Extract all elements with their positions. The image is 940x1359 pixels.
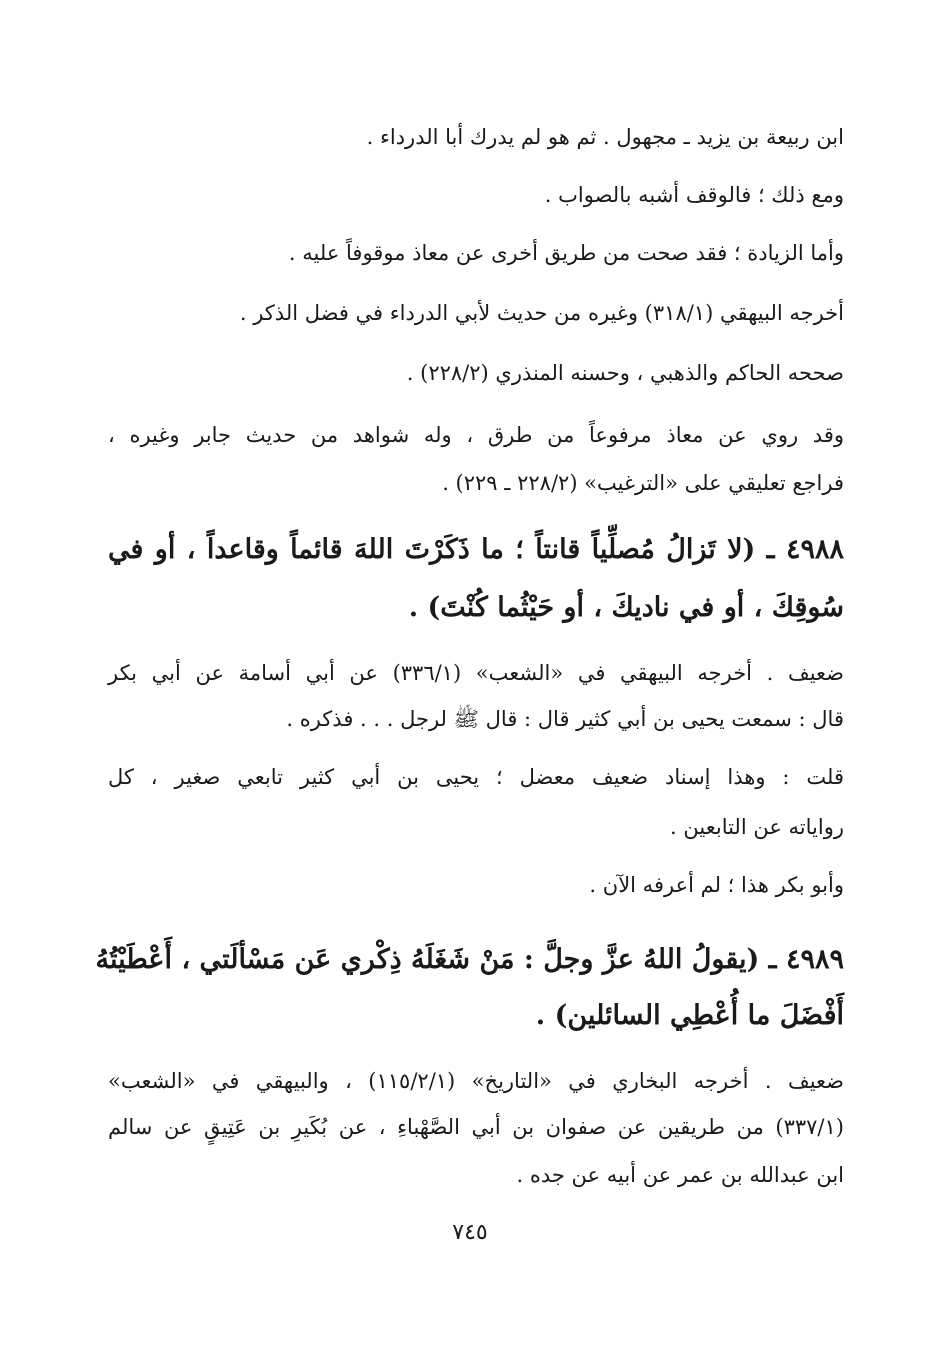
- text-line: ضعيف . أخرجه البيهقي في «الشعب» (٣٣٦/١) عن أبي أسامة عن أبي بكر: [108, 661, 844, 685]
- text-line: رواياته عن التابعين .: [670, 815, 844, 839]
- text-line: وأما الزيادة ؛ فقد صحت من طريق أخرى عن معاذ موقوفاً عليه .: [288, 241, 844, 265]
- text-line: قلت : وهذا إسناد ضعيف معضل ؛ يحيى بن أبي كثير تابعي صغير ، كل: [108, 765, 844, 789]
- hadith-4989-line: أَفْضَلَ ما أُعْطِي السائلين) .: [535, 1000, 844, 1031]
- text-line: فراجع تعليقي على «الترغيب» (٢٢٨/٢ ـ ٢٢٩) .: [442, 471, 844, 495]
- text-line: قال : سمعت يحيى بن أبي كثير قال : قال ﷺ لرجل . . . فذكره .: [286, 707, 844, 731]
- hadith-4989-line: ٤٩٨٩ ـ (يقولُ اللهُ عزَّ وجلَّ : مَنْ شَغَلَهُ ذِكْري عَن مَسْألَتي ، أَعْطَيْتُهُ: [95, 944, 844, 975]
- text-line: ابن عبدالله بن عمر عن أبيه عن جده .: [516, 1163, 844, 1187]
- text-line: ابن ربيعة بن يزيد ـ مجهول . ثم هو لم يدرك أبا الدرداء .: [366, 125, 844, 149]
- text-line: وقد روي عن معاذ مرفوعاً من طرق ، وله شواهد من حديث جابر وغيره ،: [108, 423, 844, 447]
- text-line: وأبو بكر هذا ؛ لم أعرفه الآن .: [589, 873, 844, 897]
- text-line: صححه الحاكم والذهبي ، وحسنه المنذري (٢٢٨/٢) .: [406, 361, 844, 385]
- text-line: (٣٣٧/١) من طريقين عن صفوان بن أبي الصَّهْباءِ ، عن بُكَيرِ بن عَتِيقٍ عن سالم: [108, 1115, 844, 1139]
- hadith-4988-line: سُوقِكَ ، أو في ناديكَ ، أو حَيْثُما كُنْتَ) .: [408, 592, 844, 623]
- hadith-4988-line: ٤٩٨٨ ـ (لا تَزالُ مُصلِّياً قانتاً ؛ ما ذَكَرْتَ اللهَ قائماً وقاعداً ، أو في: [108, 534, 844, 565]
- text-line: ضعيف . أخرجه البخاري في «التاريخ» (١١٥/٢/١) ، والبيهقي في «الشعب»: [108, 1069, 845, 1093]
- text-line: ومع ذلك ؛ فالوقف أشبه بالصواب .: [544, 183, 844, 207]
- text-line: أخرجه البيهقي (٣١٨/١) وغيره من حديث لأبي الدرداء في فضل الذكر .: [239, 301, 844, 325]
- page-number: ٧٤٥: [452, 1220, 488, 1245]
